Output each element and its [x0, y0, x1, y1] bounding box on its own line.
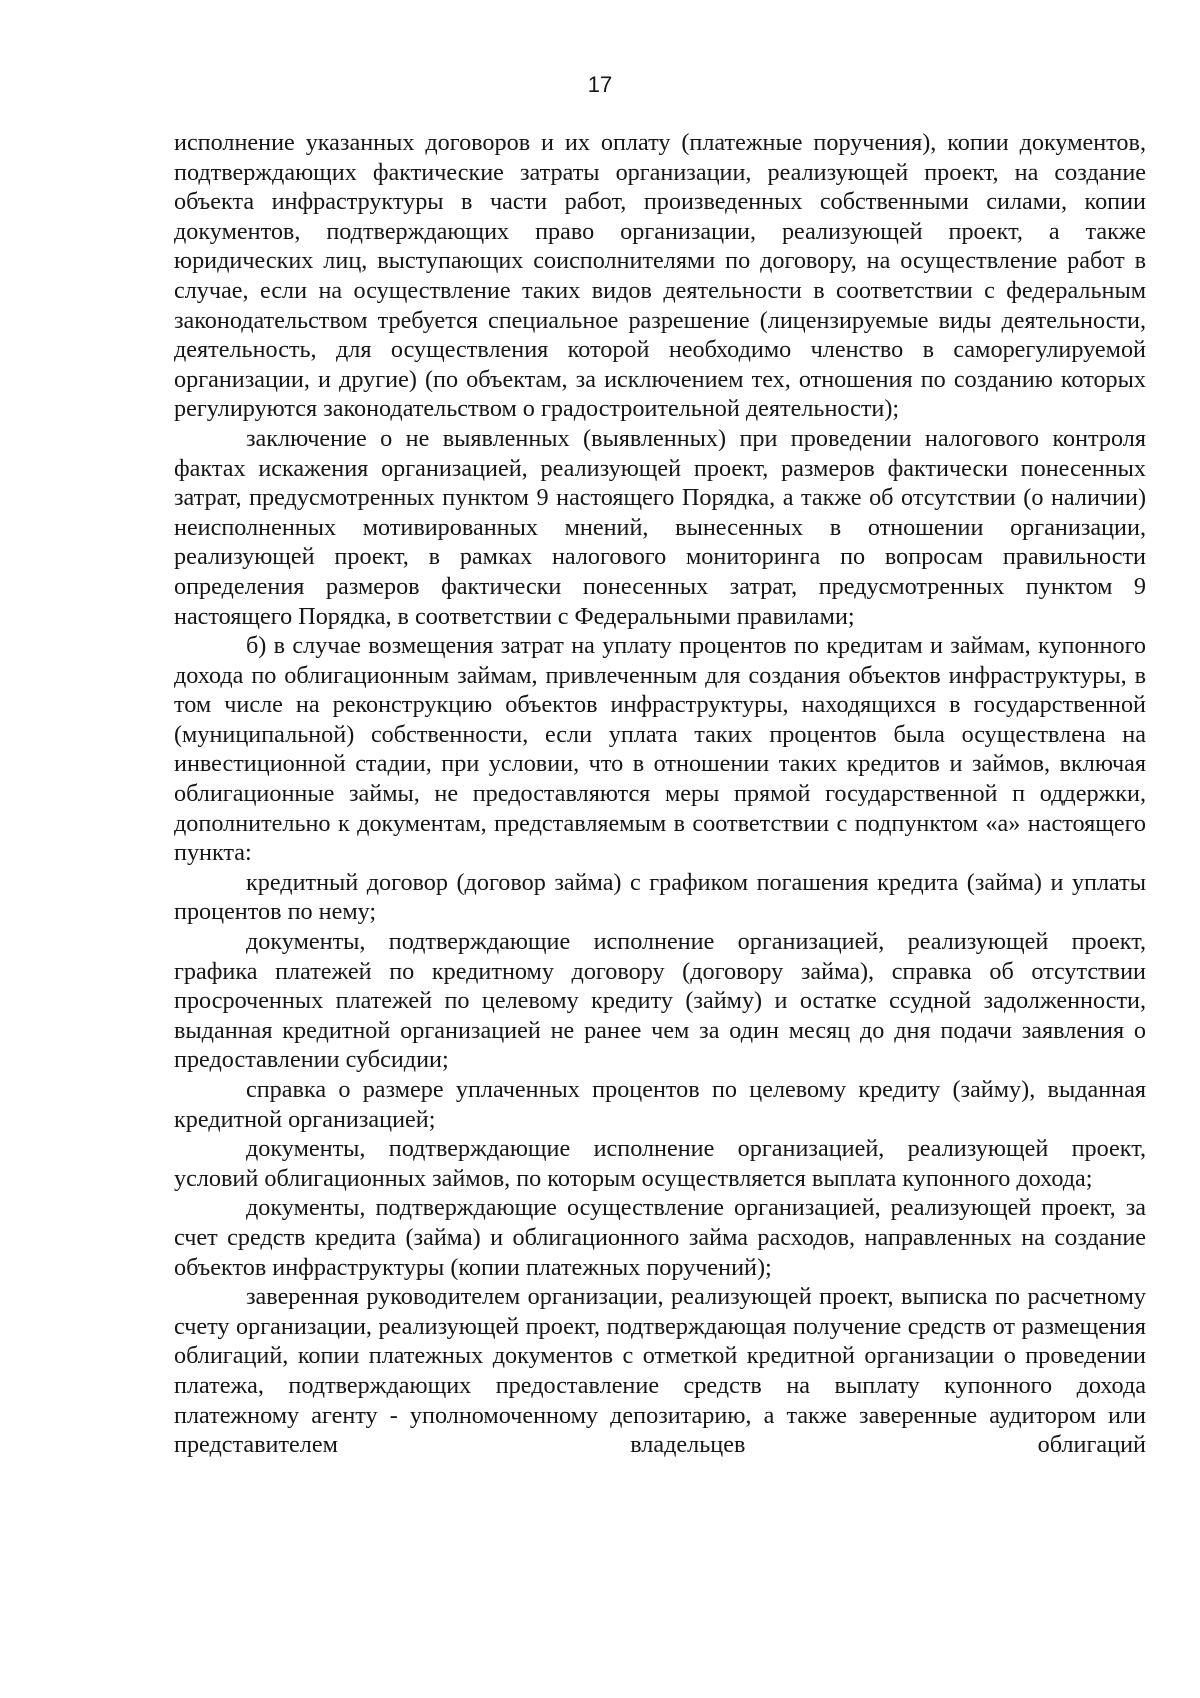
paragraph-payment-schedule-docs: документы, подтверждающие исполнение организацией, реализующей проект, графика платежей по кредитному договору (договору займа), справка об отсутствии просроченных платежей по целевому кредиту (займу) и остатке ссудной задолженности, выданная кредитной организацией не ранее чем за один месяц до дня подачи заявления о предоставлении субсидии; — [174, 928, 1146, 1074]
document-body — [174, 128, 1146, 1460]
page-number: 17 — [587, 72, 613, 97]
paragraph-subitem-b: б) в случае возмещения затрат на уплату процентов по кредитам и займам, купонного дохода по облигационным займам, привлеченным для создания объектов инфраструктуры, в том числе на реконструкцию объектов инфраструктуры, находящихся в государственной (муниципальной) собственности, если уплата таких процентов была осуществлена на инвестиционной стадии, при условии, что в отношении таких кредитов и займов, включая облигационные займы, не предоставляются меры прямой государственной п оддержки, дополнительно к документам, представляемым в соответствии с подпунктом «а» настоящего пункта: — [174, 632, 1146, 867]
paragraph-interest-certificate: справка о размере уплаченных процентов по целевому кредиту (займу), выданная кредитной организацией; — [174, 1076, 1146, 1133]
paragraph-bond-conditions-docs: документы, подтверждающие исполнение организацией, реализующей проект, условий облигационных займов, по которым осуществляется выплата купонного дохода; — [174, 1135, 1146, 1192]
paragraph-continuation: исполнение указанных договоров и их оплату (платежные поручения), копии документов, подтверждающих фактические затраты организации, реализующей проект, на создание объекта инфраструктуры в части работ, произведенных собственными силами, копии документов, подтверждающих право организации, реализующей проект, а также юридических лиц, выступающих соисполнителями по договору, на осуществление работ в случае, если на осуществление таких видов деятельности в соответствии с федеральным законодательством требуется специальное разрешение (лицензируемые виды деятельности, деятельность, для осуществления которой необходимо членство в саморегулируемой организации, и другие) (по объектам, за исключением тех, отношения по созданию которых регулируются законодательством о градостроительной деятельности); — [174, 129, 1146, 423]
paragraph-account-statement: заверенная руководителем организации, реализующей проект, выписка по расчетному счету организации, реализующей проект, подтверждающая получение средств от размещения облигаций, копии платежных документов с отметкой кредитной организации о проведении платежа, подтверждающих предоставление средств на выплату купонного дохода платежному агенту - уполномоченному депозитарию, а также заверенные аудитором или представителем владельцев облигаций — [174, 1283, 1146, 1459]
paragraph-credit-agreement: кредитный договор (договор займа) с графиком погашения кредита (займа) и уплаты процентов по нему; — [174, 868, 1146, 926]
paragraph-tax-control-conclusion: заключение о не выявленных (выявленных) при проведении налогового контроля фактах искажения организацией, реализующей проект, размеров фактически понесенных затрат, предусмотренных пунктом 9 настоящего Порядка, а также об отсутствии (о наличии) неисполненных мотивированных мнений, вынесенных в отношении организации, реализующей проект, в рамках налогового мониторинга по вопросам правильности определения размеров фактически понесенных затрат, предусмотренных пунктом 9 настоящего Порядка, в соответствии с Федеральными правилами; — [174, 424, 1146, 630]
paragraph-expenses-docs: документы, подтверждающие осуществление организацией, реализующей проект, за счет средств кредита (займа) и облигационного займа расходов, направленных на создание объектов инфраструктуры (копии платежных поручений); — [174, 1194, 1146, 1281]
